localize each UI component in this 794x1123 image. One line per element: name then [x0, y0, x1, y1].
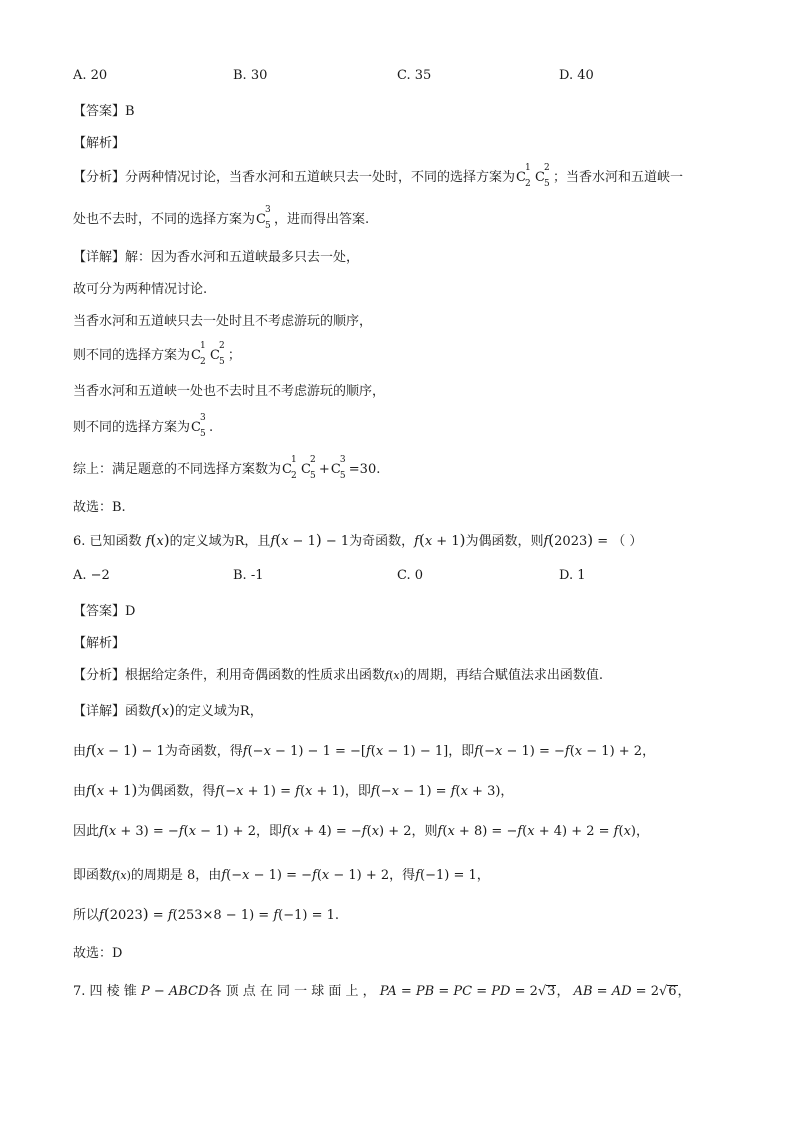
- q6-option-b: B. -1: [233, 568, 264, 583]
- q5-xiangjie-line6: 则不同的选择方案为C 3 5 .: [73, 413, 214, 439]
- q6-xiangjie-line1: 【详解】函数f(x)的定义域为R，: [73, 701, 263, 719]
- q5-option-a: A. 20: [73, 68, 108, 83]
- q5-fenxi-line2: 处也不去时，不同的选择方案为C 3 5 ，进而得出答案.: [73, 205, 370, 231]
- q6-answer: 【答案】D: [73, 604, 136, 619]
- q5-xiangjie-line3: 当香水河和五道峡只去一处时且不考虑游玩的顺序，: [73, 314, 373, 329]
- q5-fenxi-line1: 【分析】分两种情况讨论，当香水河和五道峡只去一处时，不同的选择方案为C 1 2 C 2 5 ；当香水河和五道峡一: [73, 163, 683, 189]
- q5-option-d: D. 40: [559, 68, 594, 83]
- q5-option-c: C. 35: [397, 68, 432, 83]
- q6-xiangjie-line4: 因此f(x + 3) = −f(x − 1) + 2，即f(x + 4) = −f(x) + 2，则f(x + 8) = −f(x + 4) + 2 = f(x)，: [73, 824, 649, 839]
- q6-option-a: A. −2: [73, 568, 110, 583]
- q5-option-b: B. 30: [233, 68, 268, 83]
- q6-xiangjie-line2: 由f(x − 1) − 1为奇函数，得f(−x − 1) − 1 = −[f(x − 1) − 1]，即f(−x − 1) = −f(x − 1) + 2，: [73, 741, 656, 759]
- q6-option-d: D. 1: [559, 568, 586, 583]
- q7-stem: 7. 四 棱 锥 P − ABCD各 顶 点 在 同 一 球 面 上 ， PA = PB = PC = PD = 2√3， AB = AD = 2√6，: [73, 984, 691, 999]
- q6-xiangjie-line3: 由f(x + 1)为偶函数，得f(−x + 1) = f(x + 1)，即f(−x − 1) = f(x + 3)，: [73, 781, 514, 799]
- q5-conclusion: 故选：B.: [73, 500, 126, 515]
- q6-xiangjie-line6: 所以f(2023) = f(253×8 − 1) = f(−1) = 1.: [73, 905, 340, 923]
- q6-stem: 6. 已知函数 f(x)的定义域为R，且f(x − 1) − 1为奇函数，f(x + 1)为偶函数，则f(2023) = （ ）: [73, 531, 643, 549]
- q6-xiangjie-line5: 即函数f(x)的周期是 8，由f(−x − 1) = −f(x − 1) + 2，得f(−1) = 1，: [73, 868, 490, 883]
- q5-xiangjie-line7: 综上：满足题意的不同选择方案数为C 1 2 C 2 5 +C 3 5 =30.: [73, 455, 381, 481]
- q5-xiangjie-line2: 故可分为两种情况讨论.: [73, 282, 208, 297]
- q6-fenxi: 【分析】根据给定条件，利用奇偶函数的性质求出函数f(x)的周期，再结合赋值法求出函数值.: [73, 668, 604, 683]
- q5-xiangjie-line4: 则不同的选择方案为C 1 2 C 2 5 ；: [73, 341, 241, 367]
- q6-analysis-tag: 【解析】: [73, 636, 126, 651]
- q5-answer: 【答案】B: [73, 104, 135, 119]
- q6-option-c: C. 0: [397, 568, 424, 583]
- q5-xiangjie-line1: 【详解】解：因为香水河和五道峡最多只去一处，: [73, 250, 360, 265]
- q5-xiangjie-line5: 当香水河和五道峡一处也不去时且不考虑游玩的顺序，: [73, 384, 386, 399]
- q5-analysis-tag: 【解析】: [73, 136, 126, 151]
- q6-conclusion: 故选：D: [73, 946, 123, 961]
